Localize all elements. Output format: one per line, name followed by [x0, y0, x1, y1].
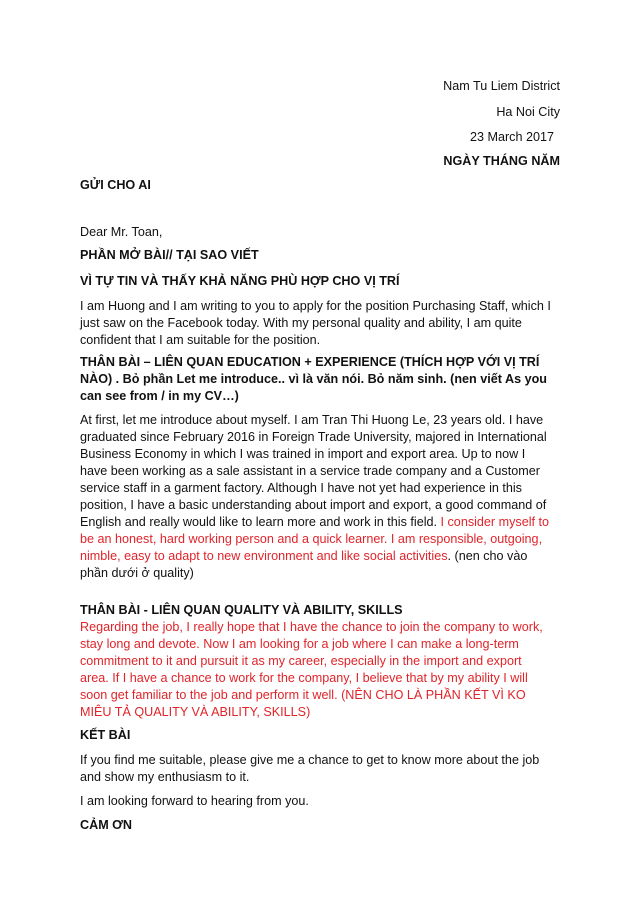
body1-red-text: nimble, easy to adapt to new environment and like social activities: [80, 549, 448, 563]
body1-line: Business Economy in which I was trained in import and export area. Up to now I: [80, 447, 526, 461]
body2-red-line: MIÊU TẢ QUALITY VÀ ABILITY, SKILLS): [80, 705, 311, 719]
body1-line: graduated since February 2016 in Foreign Trade University, majored in International: [80, 430, 547, 444]
body1-line: service staff in a garment factory. Although I have not yet had experience in this: [80, 481, 522, 495]
body2-red-line: area. If I have a chance to work for the company, I believe that by my ability I will: [80, 671, 528, 685]
sender-district: Nam Tu Liem District: [443, 79, 560, 93]
body1-heading: can see from / in my CV…): [80, 389, 239, 403]
body1-heading: THÂN BÀI – LIÊN QUAN EDUCATION + EXPERIENCE (THÍCH HỢP VỚI VỊ TRÍ: [80, 355, 540, 369]
closing-line: If you find me suitable, please give me a chance to get to know more about the job: [80, 753, 540, 767]
body2-heading: THÂN BÀI - LIÊN QUAN QUALITY VÀ ABILITY, SKILLS: [80, 603, 403, 617]
body1-black-text: English and really would like to learn more and work in this field.: [80, 515, 441, 529]
recipient-note: GỬI CHO AI: [80, 178, 151, 192]
body1-red-text: I consider myself to: [440, 515, 550, 529]
body1-heading: NÀO) . Bỏ phần Let me introduce.. vì là văn nói. Bỏ năm sinh. (nen viết As you: [80, 372, 547, 386]
body2-red-line: commitment to it and pursuit it as my career, especially in the import and export: [80, 654, 522, 668]
body1-red-line: be an honest, hard working person and a quick learner. I am responsible, outgoing,: [80, 532, 543, 546]
opening-line: confident that I am suitable for the position.: [80, 333, 321, 347]
body1-line: At first, let me introduce about myself. I am Tran Thi Huong Le, 23 years old. I have: [80, 413, 544, 427]
salutation: Dear Mr. Toan,: [80, 225, 163, 239]
closing-heading: KẾT BÀI: [80, 728, 131, 742]
closing-thanks: CẢM ƠN: [80, 818, 133, 832]
body2-red-line: soon get familiar to the job and perform it well. (NÊN CHO LÀ PHẦN KẾT VÌ KO: [80, 688, 526, 702]
opening-line: just saw on the Facebook today. With my personal quality and ability, I am quite: [80, 316, 522, 330]
closing-forward: I am looking forward to hearing from you.: [80, 794, 309, 808]
body1-line: position, I have a basic understanding about import and export, a good command of: [80, 498, 547, 512]
body1-black-text: . (nen cho vào: [447, 549, 528, 563]
letter-date: 23 March 2017: [469, 130, 554, 144]
opening-line: I am Huong and I am writing to you to apply for the position Purchasing Staff, which I: [80, 299, 551, 313]
body1-mixed-line: [80, 514, 562, 531]
date-note: NGÀY THÁNG NĂM: [443, 154, 560, 168]
body2-red-line: Regarding the job, I really hope that I have the chance to join the company to work,: [80, 620, 543, 634]
opening-heading: PHẦN MỞ BÀI// TẠI SAO VIẾT: [80, 248, 259, 262]
sender-city: Ha Noi City: [496, 105, 560, 119]
closing-line: and show my enthusiasm to it.: [80, 770, 250, 784]
body1-line: have been working as a sale assistant in a service trade company and a Customer: [80, 464, 540, 478]
opening-subheading: VÌ TỰ TIN VÀ THẤY KHẢ NĂNG PHÙ HỢP CHO VỊ TRÍ: [80, 274, 400, 288]
body1-tail: phần dưới ở quality): [80, 566, 194, 580]
body2-red-line: stay long and devote. Now I am looking for a job where I can make a long-term: [80, 637, 519, 651]
body1-mixed-line: [80, 548, 562, 565]
